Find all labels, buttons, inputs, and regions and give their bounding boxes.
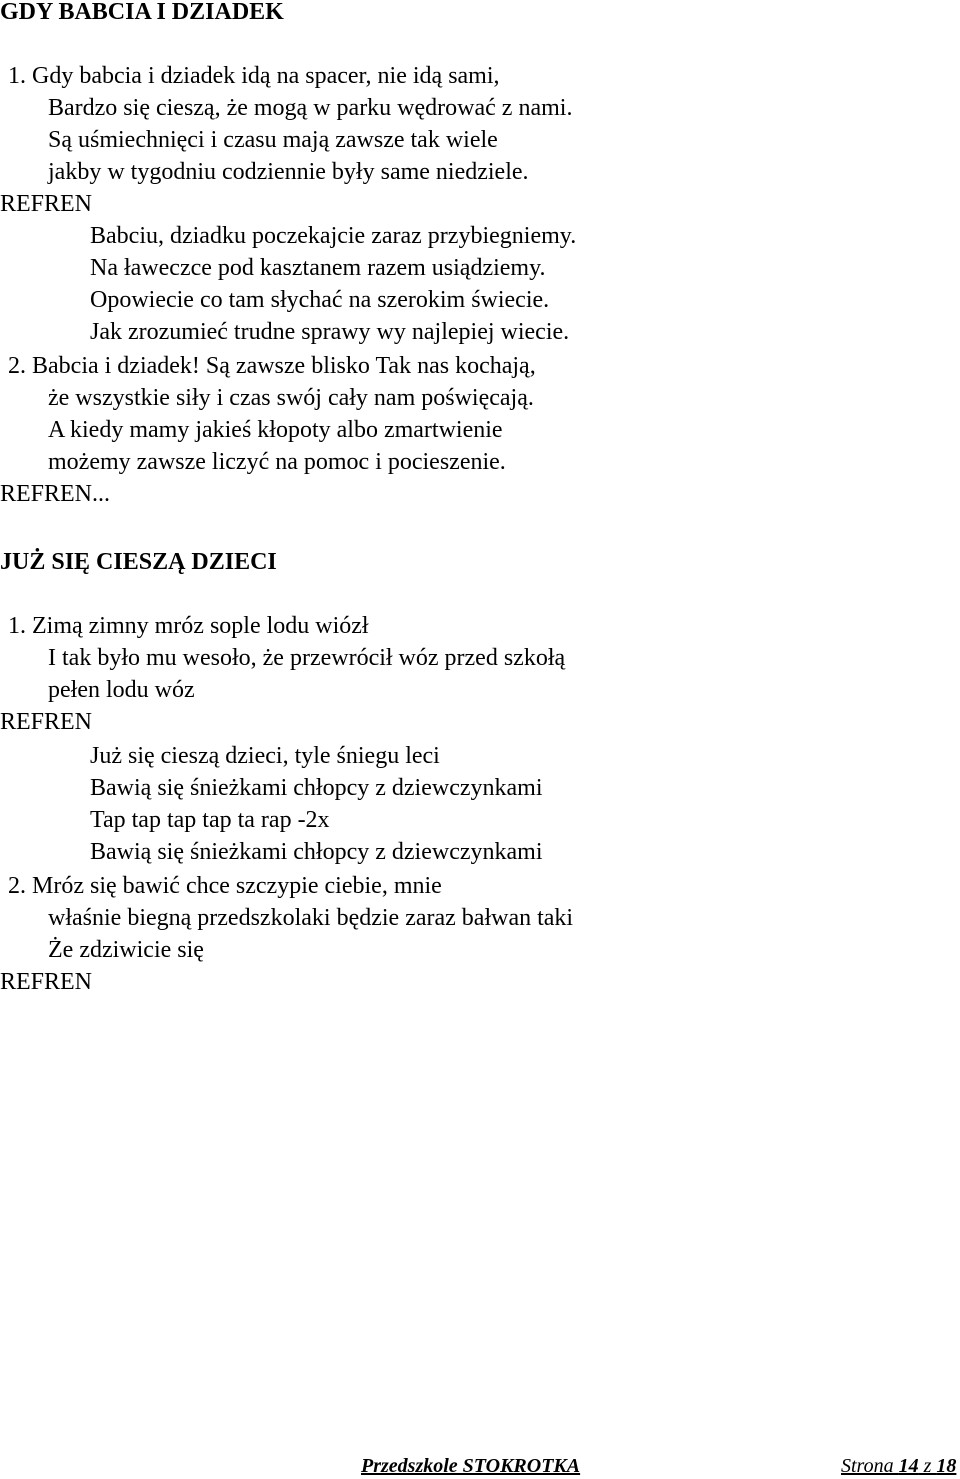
footer-page-sep: z	[918, 1455, 937, 1477]
song1-verse2-line: 2. Babcia i dziadek! Są zawsze blisko Tak nas kochają,	[8, 353, 536, 379]
song1-refren-line: Jak zrozumieć trudne sprawy wy najlepiej wiecie.	[90, 319, 570, 345]
song2-refren-line: Już się cieszą dzieci, tyle śniegu leci	[90, 743, 440, 769]
song2-refren-line: Bawią się śnieżkami chłopcy z dziewczynkami	[90, 775, 543, 801]
song2-verse1-line: I tak było mu wesoło, że przewrócił wóz przed szkołą	[48, 645, 566, 671]
song2-title: JUŻ SIĘ CIESZĄ DZIECI	[0, 549, 277, 575]
song1-verse2-line: możemy zawsze liczyć na pomoc i pocieszenie.	[48, 449, 506, 475]
footer-page-prefix: Strona	[841, 1455, 899, 1477]
song2-verse1-line: 1. Zimą zimny mróz sople lodu wiózł	[8, 613, 369, 639]
song1-refren-line: Opowiecie co tam słychać na szerokim świecie.	[90, 287, 550, 313]
song1-verse1-line: Są uśmiechnięci i czasu mają zawsze tak wiele	[48, 127, 498, 153]
song2-verse2-line: 2. Mróz się bawić chce szczypie ciebie, mnie	[8, 873, 442, 899]
song1-verse1-line: jakby w tygodniu codziennie były same niedziele.	[48, 159, 529, 185]
footer-school-name: Przedszkole STOKROTKA	[361, 1455, 581, 1477]
song1-refren-line: Na ławeczce pod kasztanem razem usiądziemy.	[90, 255, 546, 281]
footer-page-total: 18	[936, 1455, 957, 1477]
song1-title: GDY BABCIA I DZIADEK	[0, 0, 284, 25]
song2-refren-label: REFREN	[0, 709, 93, 735]
song1-verse2-line: A kiedy mamy jakieś kłopoty albo zmartwienie	[48, 417, 503, 443]
song2-refren-end: REFREN	[0, 969, 93, 995]
page-footer	[0, 1453, 960, 1479]
song1-verse1-line: Bardzo się cieszą, że mogą w parku wędrować z nami.	[48, 95, 573, 121]
song2-verse2-line: właśnie biegną przedszkolaki będzie zaraz bałwan taki	[48, 905, 574, 931]
song1-refren-label: REFREN	[0, 191, 93, 217]
song2-verse2-line: Że zdziwicie się	[48, 937, 204, 963]
song1-refren-line: Babciu, dziadku poczekajcie zaraz przybiegniemy.	[90, 223, 577, 249]
song1-verse2-line: że wszystkie siły i czas swój cały nam poświęcają.	[48, 385, 534, 411]
song1-verse1-line: 1. Gdy babcia i dziadek idą na spacer, nie idą sami,	[8, 63, 500, 89]
song2-refren-line: Tap tap tap tap ta rap -2x	[90, 807, 330, 833]
song2-refren-line: Bawią się śnieżkami chłopcy z dziewczynkami	[90, 839, 543, 865]
footer-page-number	[841, 1453, 956, 1479]
song2-verse1-line: pełen lodu wóz	[48, 677, 195, 703]
footer-page-current: 14	[898, 1455, 919, 1477]
song1-refren-end: REFREN...	[0, 481, 111, 507]
